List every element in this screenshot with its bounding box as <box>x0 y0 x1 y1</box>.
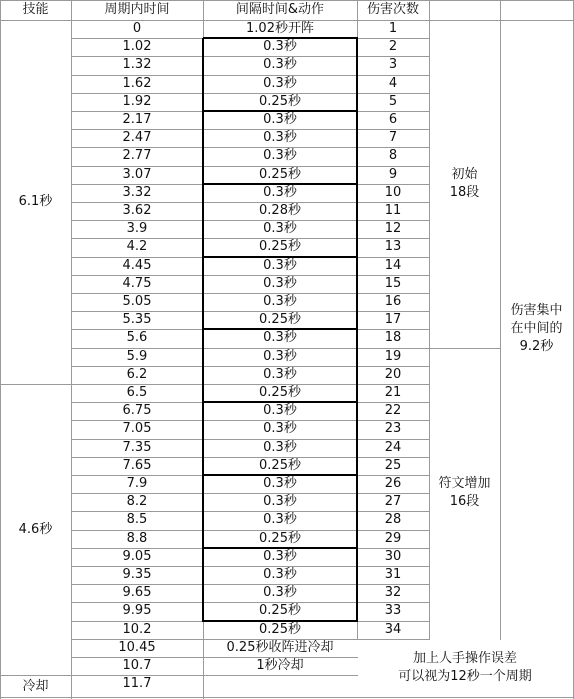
grid-line <box>203 166 358 167</box>
grid-line <box>203 602 358 603</box>
grid-line <box>357 475 430 476</box>
grid-line <box>0 384 72 385</box>
grid-line <box>357 56 430 57</box>
grid-line <box>71 257 204 258</box>
grid-line <box>203 384 358 385</box>
hit-count-cell: 6 <box>388 112 398 128</box>
grid-line <box>71 275 204 276</box>
grid-line <box>71 384 204 385</box>
grid-line <box>429 0 430 21</box>
interval-cell: 0.3秒 <box>263 366 297 382</box>
hit-count-cell: 26 <box>384 476 402 492</box>
interval-cell: 0.3秒 <box>263 330 297 346</box>
grid-line <box>71 439 204 440</box>
cycle-time-cell: 8.2 <box>126 494 148 510</box>
hit-count-cell: 16 <box>384 294 402 310</box>
hit-count-cell: 14 <box>384 257 402 273</box>
group-border <box>203 547 358 549</box>
hit-count-cell: 15 <box>384 275 402 291</box>
hit-count-cell: 20 <box>384 366 402 382</box>
hit-count-cell: 30 <box>384 548 402 564</box>
phase-cell: 初始 18段 <box>449 166 480 200</box>
header-skill: 技能 <box>22 2 49 17</box>
header-hit-count: 伤害次数 <box>366 2 419 17</box>
group-border <box>203 474 358 476</box>
cycle-time-cell: 7.65 <box>122 457 152 473</box>
cycle-time-cell: 8.5 <box>126 512 148 528</box>
grid-line <box>0 675 72 676</box>
grid-line <box>71 184 204 185</box>
cycle-time-cell: 6.5 <box>126 385 148 401</box>
grid-line <box>357 457 430 458</box>
group-border <box>202 329 204 403</box>
cycle-time-cell: 10.7 <box>122 658 152 674</box>
skill-cell: 冷却 <box>22 678 49 694</box>
interval-cell: 0.3秒 <box>263 148 297 164</box>
skill-cell: 6.1秒 <box>18 194 53 209</box>
grid-line <box>203 530 358 531</box>
interval-cell: 0.3秒 <box>263 112 297 128</box>
hit-count-cell: 11 <box>384 203 402 219</box>
hit-count-cell: 3 <box>388 57 398 73</box>
grid-line <box>71 548 204 549</box>
cycle-time-cell: 5.9 <box>126 348 148 364</box>
cycle-time-cell: 9.95 <box>122 603 152 619</box>
hit-count-cell: 10 <box>384 184 402 200</box>
interval-cell: 0.3秒 <box>263 221 297 237</box>
grid-line <box>203 293 358 294</box>
cycle-time-cell: 2.17 <box>122 112 152 128</box>
grid-line <box>203 457 358 458</box>
grid-line <box>357 348 430 349</box>
hit-count-cell: 5 <box>388 93 398 109</box>
cycle-time-cell: 3.32 <box>122 184 152 200</box>
grid-line <box>71 0 72 21</box>
grid-line <box>357 0 358 21</box>
grid-line <box>203 202 358 203</box>
group-border <box>202 111 204 185</box>
cycle-time-cell: 1.92 <box>122 93 152 109</box>
grid-line <box>71 111 204 112</box>
interval-cell: 0.3秒 <box>263 75 297 91</box>
interval-cell: 0.3秒 <box>263 39 297 55</box>
cycle-time-cell: 5.05 <box>122 294 152 310</box>
grid-line <box>357 311 430 312</box>
grid-line <box>357 530 430 531</box>
group-border <box>203 37 358 39</box>
hit-count-cell: 25 <box>384 457 402 473</box>
grid-line <box>203 238 358 239</box>
interval-cell: 0.3秒 <box>263 439 297 455</box>
cycle-time-cell: 1.32 <box>122 57 152 73</box>
interval-cell: 0.3秒 <box>263 421 297 437</box>
group-border <box>356 329 358 403</box>
group-border <box>356 475 358 549</box>
group-border <box>202 475 204 549</box>
grid-line <box>500 0 501 21</box>
cycle-time-cell: 6.2 <box>126 366 148 382</box>
grid-line <box>357 621 430 622</box>
cycle-time-cell: 6.75 <box>122 403 152 419</box>
interval-cell: 0.3秒 <box>263 184 297 200</box>
hit-count-cell: 27 <box>384 494 402 510</box>
hit-count-cell: 2 <box>388 39 398 55</box>
group-border <box>356 402 358 476</box>
grid-line <box>71 457 204 458</box>
grid-line <box>357 511 430 512</box>
grid-line <box>357 639 430 640</box>
hit-count-cell: 7 <box>388 130 398 146</box>
grid-line <box>357 257 430 258</box>
grid-line <box>357 202 430 203</box>
grid-line <box>71 566 204 567</box>
grid-line <box>0 0 574 1</box>
interval-cell: 0.3秒 <box>263 57 297 73</box>
hit-count-cell: 9 <box>388 166 398 182</box>
cycle-time-cell: 7.9 <box>126 476 148 492</box>
grid-line <box>357 75 430 76</box>
grid-line <box>203 275 358 276</box>
grid-line <box>203 566 358 567</box>
interval-cell: 0.25秒 <box>259 93 301 109</box>
header-interval-action: 间隔时间&动作 <box>235 2 325 17</box>
interval-cell: 0.3秒 <box>263 403 297 419</box>
grid-line <box>429 20 430 640</box>
group-border <box>202 548 204 622</box>
interval-cell: 0.25秒 <box>259 239 301 255</box>
grid-line <box>203 93 358 94</box>
hit-count-cell: 8 <box>388 148 398 164</box>
skill-cell: 4.6秒 <box>18 521 53 537</box>
grid-line <box>71 329 204 330</box>
group-border <box>203 183 358 185</box>
interval-cell: 0.25秒 <box>259 530 301 546</box>
grid-line <box>0 0 1 699</box>
interval-cell: 0.28秒 <box>259 203 301 219</box>
interval-cell: 1.02秒开阵 <box>246 21 314 37</box>
grid-line <box>203 657 358 658</box>
interval-cell: 0.3秒 <box>263 294 297 310</box>
grid-line <box>357 584 430 585</box>
hit-count-cell: 19 <box>384 348 402 364</box>
grid-line <box>357 384 430 385</box>
grid-line <box>357 439 430 440</box>
grid-line <box>71 530 204 531</box>
group-border <box>202 402 204 476</box>
hit-count-cell: 4 <box>388 75 398 91</box>
cycle-time-cell: 1.62 <box>122 75 152 91</box>
grid-line <box>203 311 358 312</box>
group-border <box>203 328 358 330</box>
grid-line <box>203 129 358 130</box>
group-border <box>202 184 204 258</box>
interval-cell: 0.3秒 <box>263 512 297 528</box>
cycle-time-cell: 4.75 <box>122 275 152 291</box>
grid-line <box>357 166 430 167</box>
grid-line <box>71 420 204 421</box>
grid-line <box>71 238 204 239</box>
cycle-time-cell: 8.8 <box>126 530 148 546</box>
header-cycle-time: 周期内时间 <box>104 2 170 17</box>
group-border <box>202 257 204 331</box>
grid-line <box>357 329 430 330</box>
hit-count-cell: 24 <box>384 439 402 455</box>
interval-cell: 0.25秒 <box>259 385 301 401</box>
cycle-time-cell: 3.9 <box>126 221 148 237</box>
hit-count-cell: 32 <box>384 585 402 601</box>
footnote-cell: 加上人手操作误差 可以视为12秒一个周期 <box>398 651 532 685</box>
grid-line <box>357 220 430 221</box>
grid-line <box>71 311 204 312</box>
grid-line <box>357 420 430 421</box>
interval-cell: 0.3秒 <box>263 494 297 510</box>
grid-line <box>71 129 204 130</box>
grid-line <box>357 111 430 112</box>
grid-line <box>71 93 204 94</box>
hit-count-cell: 21 <box>384 385 402 401</box>
interval-cell: 0.3秒 <box>263 567 297 583</box>
cycle-time-cell: 1.02 <box>122 39 152 55</box>
interval-cell: 0.3秒 <box>263 476 297 492</box>
cycle-time-cell: 4.2 <box>126 239 148 255</box>
group-border <box>203 110 358 112</box>
hit-count-cell: 1 <box>388 21 398 37</box>
grid-line <box>71 584 204 585</box>
grid-line <box>203 493 358 494</box>
cycle-time-cell: 2.77 <box>122 148 152 164</box>
grid-line <box>71 147 204 148</box>
grid-line <box>71 202 204 203</box>
grid-line <box>203 439 358 440</box>
grid-line <box>357 566 430 567</box>
hit-count-cell: 13 <box>384 239 402 255</box>
grid-line <box>71 56 204 57</box>
grid-line <box>203 147 358 148</box>
grid-line <box>500 20 501 640</box>
hit-count-cell: 29 <box>384 530 402 546</box>
interval-cell: 0.25秒 <box>259 312 301 328</box>
grid-line <box>357 602 430 603</box>
hit-count-cell: 28 <box>384 512 402 528</box>
grid-line <box>71 493 204 494</box>
cycle-time-cell: 10.45 <box>118 639 156 655</box>
grid-line <box>203 675 358 676</box>
grid-line <box>203 420 358 421</box>
group-border <box>203 256 358 258</box>
hit-count-cell: 22 <box>384 403 402 419</box>
grid-line <box>71 675 204 676</box>
cycle-time-cell: 5.6 <box>126 330 148 346</box>
group-border <box>203 620 358 622</box>
hit-count-cell: 31 <box>384 567 402 583</box>
grid-line <box>71 38 204 39</box>
grid-line <box>203 511 358 512</box>
cycle-time-cell: 7.05 <box>122 421 152 437</box>
interval-cell: 0.3秒 <box>263 548 297 564</box>
interval-cell: 0.3秒 <box>263 585 297 601</box>
group-border <box>356 548 358 622</box>
grid-line <box>71 639 204 640</box>
grid-line <box>357 129 430 130</box>
grid-line <box>203 56 358 57</box>
cycle-time-cell: 3.07 <box>122 166 152 182</box>
grid-line <box>0 20 574 21</box>
grid-line <box>357 366 430 367</box>
cycle-time-cell: 2.47 <box>122 130 152 146</box>
interval-cell: 1秒冷却 <box>256 658 304 674</box>
grid-line <box>71 293 204 294</box>
grid-line <box>203 584 358 585</box>
grid-line <box>429 348 501 349</box>
group-border <box>356 111 358 185</box>
grid-line <box>203 348 358 349</box>
group-border <box>356 184 358 258</box>
cycle-time-cell: 10.2 <box>122 621 152 637</box>
grid-line <box>357 147 430 148</box>
grid-line <box>357 238 430 239</box>
grid-line <box>71 657 204 658</box>
grid-line <box>357 38 430 39</box>
grid-line <box>357 293 430 294</box>
interval-cell: 0.25秒 <box>259 457 301 473</box>
grid-line <box>203 220 358 221</box>
interval-cell: 0.3秒 <box>263 348 297 364</box>
grid-line <box>357 93 430 94</box>
grid-line <box>71 75 204 76</box>
grid-line <box>357 184 430 185</box>
interval-cell: 0.3秒 <box>263 130 297 146</box>
group-border <box>202 38 204 112</box>
hit-count-cell: 12 <box>384 221 402 237</box>
summary-cell: 伤害集中 在中间的 9.2秒 <box>510 303 563 355</box>
grid-line <box>357 402 430 403</box>
cycle-time-cell: 0 <box>132 21 142 37</box>
grid-line <box>71 20 72 699</box>
grid-line <box>71 220 204 221</box>
grid-line <box>203 75 358 76</box>
grid-line <box>203 0 204 21</box>
grid-line <box>71 402 204 403</box>
cycle-time-cell: 11.7 <box>122 676 152 692</box>
cycle-time-cell: 9.65 <box>122 585 152 601</box>
phase-cell: 符文增加 16段 <box>438 476 491 510</box>
group-border <box>356 38 358 112</box>
hit-count-cell: 33 <box>384 603 402 619</box>
grid-line <box>71 621 204 622</box>
hit-count-cell: 23 <box>384 421 402 437</box>
cycle-time-cell: 9.05 <box>122 548 152 564</box>
interval-cell: 0.25秒收阵进冷却 <box>226 639 334 655</box>
grid-line <box>203 366 358 367</box>
grid-line <box>71 475 204 476</box>
grid-line <box>71 511 204 512</box>
interval-cell: 0.3秒 <box>263 257 297 273</box>
hit-count-cell: 18 <box>384 330 402 346</box>
cycle-time-cell: 3.62 <box>122 203 152 219</box>
hit-count-cell: 34 <box>384 621 402 637</box>
cycle-time-cell: 4.45 <box>122 257 152 273</box>
grid-line <box>71 166 204 167</box>
interval-cell: 0.25秒 <box>259 621 301 637</box>
grid-line <box>71 348 204 349</box>
group-border <box>203 401 358 403</box>
cycle-time-cell: 9.35 <box>122 567 152 583</box>
interval-cell: 0.25秒 <box>259 603 301 619</box>
grid-line <box>71 602 204 603</box>
grid-line <box>357 493 430 494</box>
cycle-time-cell: 7.35 <box>122 439 152 455</box>
hit-count-cell: 17 <box>384 312 402 328</box>
interval-cell: 0.25秒 <box>259 166 301 182</box>
grid-line <box>203 639 358 640</box>
grid-line <box>357 275 430 276</box>
group-border <box>356 257 358 331</box>
grid-line <box>71 366 204 367</box>
interval-cell: 0.3秒 <box>263 275 297 291</box>
cycle-time-cell: 5.35 <box>122 312 152 328</box>
grid-line <box>357 548 430 549</box>
